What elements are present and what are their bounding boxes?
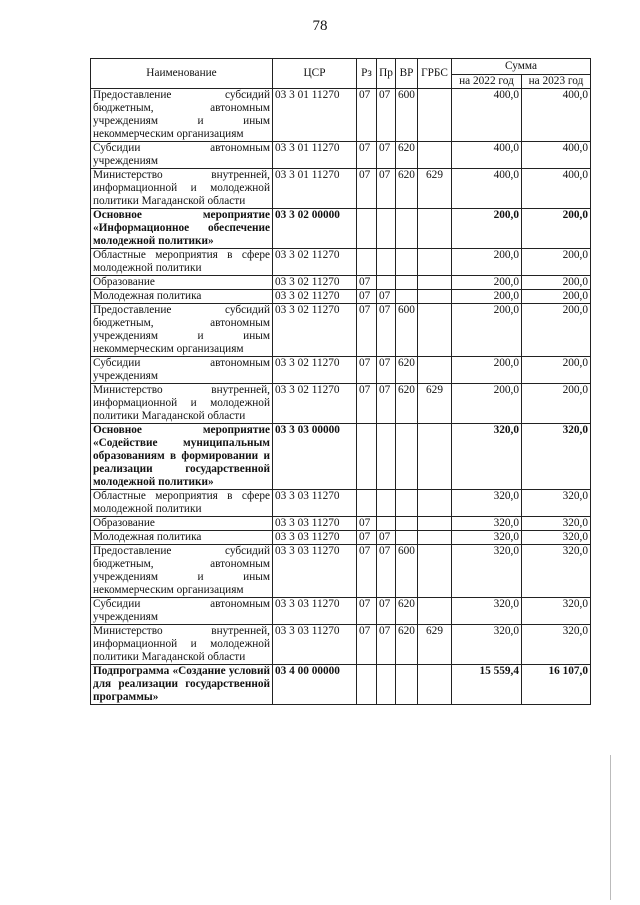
row-pr: 07 <box>377 357 396 384</box>
row-csr: 03 3 03 11270 <box>273 545 357 598</box>
row-name: Основное мероприятие «Содействие муниципальным образованиям в формировании и реализации государственной молодежной политики» <box>91 424 273 490</box>
row-rz: 07 <box>357 304 377 357</box>
row-csr: 03 3 03 11270 <box>273 517 357 531</box>
budget-table <box>90 58 591 705</box>
row-sum-2022: 200,0 <box>452 209 522 249</box>
row-rz <box>357 424 377 490</box>
table-row <box>91 169 591 209</box>
row-sum-2023: 320,0 <box>522 531 591 545</box>
row-vr <box>396 424 418 490</box>
row-sum-2022: 200,0 <box>452 384 522 424</box>
row-name: Образование <box>91 276 273 290</box>
row-rz: 07 <box>357 142 377 169</box>
row-grbs <box>418 142 452 169</box>
header-vr: ВР <box>396 59 418 89</box>
table-row <box>91 545 591 598</box>
row-csr: 03 3 03 11270 <box>273 531 357 545</box>
row-csr: 03 3 02 00000 <box>273 209 357 249</box>
row-pr <box>377 276 396 290</box>
row-rz <box>357 665 377 705</box>
row-sum-2023: 200,0 <box>522 384 591 424</box>
row-rz: 07 <box>357 384 377 424</box>
row-csr: 03 4 00 00000 <box>273 665 357 705</box>
row-name: Областные мероприятия в сфере молодежной политики <box>91 490 273 517</box>
row-sum-2023: 320,0 <box>522 490 591 517</box>
row-vr <box>396 209 418 249</box>
row-vr <box>396 290 418 304</box>
table-row <box>91 384 591 424</box>
row-vr: 600 <box>396 545 418 598</box>
row-vr: 600 <box>396 304 418 357</box>
row-sum-2023: 320,0 <box>522 517 591 531</box>
row-sum-2022: 400,0 <box>452 89 522 142</box>
row-pr: 07 <box>377 598 396 625</box>
row-grbs <box>418 290 452 304</box>
row-pr: 07 <box>377 169 396 209</box>
row-rz <box>357 249 377 276</box>
table-row <box>91 531 591 545</box>
row-csr: 03 3 02 11270 <box>273 290 357 304</box>
row-grbs <box>418 490 452 517</box>
row-name: Субсидии автономным учреждениям <box>91 598 273 625</box>
row-name: Молодежная политика <box>91 290 273 304</box>
row-sum-2022: 400,0 <box>452 142 522 169</box>
row-csr: 03 3 02 11270 <box>273 249 357 276</box>
row-pr <box>377 490 396 517</box>
row-grbs: 629 <box>418 384 452 424</box>
row-sum-2023: 320,0 <box>522 545 591 598</box>
row-sum-2022: 15 559,4 <box>452 665 522 705</box>
row-csr: 03 3 02 11270 <box>273 357 357 384</box>
table-row <box>91 424 591 490</box>
table-row <box>91 357 591 384</box>
row-sum-2023: 200,0 <box>522 304 591 357</box>
row-rz: 07 <box>357 625 377 665</box>
row-name: Подпрограмма «Создание условий для реализации государственной программы» <box>91 665 273 705</box>
row-rz: 07 <box>357 357 377 384</box>
row-grbs <box>418 304 452 357</box>
row-name: Предоставление субсидий бюджетным, автономным учреждениям и иным некоммерческим организациям <box>91 304 273 357</box>
header-year-2023: на 2023 год <box>522 75 591 89</box>
table-row <box>91 142 591 169</box>
row-name: Предоставление субсидий бюджетным, автономным учреждениям и иным некоммерческим организациям <box>91 89 273 142</box>
row-name: Субсидии автономным учреждениям <box>91 142 273 169</box>
row-csr: 03 3 02 11270 <box>273 276 357 290</box>
row-grbs <box>418 531 452 545</box>
row-sum-2022: 320,0 <box>452 625 522 665</box>
row-name: Министерство внутренней, информационной и молодежной политики Магаданской области <box>91 384 273 424</box>
table-row <box>91 625 591 665</box>
header-rz: Рз <box>357 59 377 89</box>
row-csr: 03 3 03 11270 <box>273 490 357 517</box>
table-row <box>91 598 591 625</box>
row-pr: 07 <box>377 89 396 142</box>
row-pr <box>377 424 396 490</box>
header-year-2022: на 2022 год <box>452 75 522 89</box>
row-grbs <box>418 517 452 531</box>
row-sum-2022: 320,0 <box>452 598 522 625</box>
row-pr: 07 <box>377 290 396 304</box>
row-name: Министерство внутренней, информационной и молодежной политики Магаданской области <box>91 625 273 665</box>
row-csr: 03 3 01 11270 <box>273 89 357 142</box>
row-grbs <box>418 89 452 142</box>
row-csr: 03 3 02 11270 <box>273 304 357 357</box>
table-row <box>91 89 591 142</box>
row-sum-2022: 200,0 <box>452 249 522 276</box>
row-sum-2023: 200,0 <box>522 209 591 249</box>
row-vr <box>396 249 418 276</box>
row-grbs <box>418 598 452 625</box>
page-number: 78 <box>312 18 328 34</box>
row-sum-2022: 200,0 <box>452 304 522 357</box>
row-sum-2022: 200,0 <box>452 357 522 384</box>
row-pr <box>377 249 396 276</box>
row-csr: 03 3 01 11270 <box>273 142 357 169</box>
table-row <box>91 304 591 357</box>
row-name: Областные мероприятия в сфере молодежной политики <box>91 249 273 276</box>
table-row <box>91 249 591 276</box>
row-vr <box>396 531 418 545</box>
row-sum-2023: 320,0 <box>522 598 591 625</box>
row-sum-2022: 200,0 <box>452 290 522 304</box>
table-row <box>91 517 591 531</box>
row-pr: 07 <box>377 142 396 169</box>
row-pr: 07 <box>377 304 396 357</box>
row-name: Основное мероприятие «Информационное обеспечение молодежной политики» <box>91 209 273 249</box>
row-vr: 620 <box>396 169 418 209</box>
row-csr: 03 3 02 11270 <box>273 384 357 424</box>
header-sum: Сумма <box>452 59 591 75</box>
row-pr <box>377 209 396 249</box>
row-csr: 03 3 03 00000 <box>273 424 357 490</box>
row-pr: 07 <box>377 531 396 545</box>
row-vr: 620 <box>396 625 418 665</box>
header-name: Наименование <box>91 59 273 89</box>
row-grbs: 629 <box>418 625 452 665</box>
row-name: Образование <box>91 517 273 531</box>
row-sum-2023: 400,0 <box>522 169 591 209</box>
header-csr: ЦСР <box>273 59 357 89</box>
row-sum-2023: 400,0 <box>522 89 591 142</box>
row-rz <box>357 209 377 249</box>
row-sum-2023: 200,0 <box>522 276 591 290</box>
table-row <box>91 209 591 249</box>
row-pr <box>377 665 396 705</box>
row-rz: 07 <box>357 169 377 209</box>
row-grbs <box>418 545 452 598</box>
row-grbs <box>418 249 452 276</box>
table-row <box>91 290 591 304</box>
row-grbs <box>418 665 452 705</box>
row-sum-2023: 320,0 <box>522 424 591 490</box>
row-pr <box>377 517 396 531</box>
row-pr: 07 <box>377 384 396 424</box>
row-sum-2023: 400,0 <box>522 142 591 169</box>
table-row <box>91 490 591 517</box>
row-rz: 07 <box>357 598 377 625</box>
row-csr: 03 3 03 11270 <box>273 598 357 625</box>
row-rz: 07 <box>357 276 377 290</box>
row-vr <box>396 517 418 531</box>
table-row <box>91 276 591 290</box>
header-grbs: ГРБС <box>418 59 452 89</box>
row-rz: 07 <box>357 545 377 598</box>
row-name: Субсидии автономным учреждениям <box>91 357 273 384</box>
header-pr: Пр <box>377 59 396 89</box>
row-vr: 600 <box>396 89 418 142</box>
row-sum-2023: 200,0 <box>522 249 591 276</box>
row-csr: 03 3 01 11270 <box>273 169 357 209</box>
row-sum-2022: 320,0 <box>452 531 522 545</box>
row-sum-2023: 200,0 <box>522 357 591 384</box>
row-name: Молодежная политика <box>91 531 273 545</box>
row-rz <box>357 490 377 517</box>
row-pr: 07 <box>377 625 396 665</box>
row-sum-2023: 320,0 <box>522 625 591 665</box>
row-sum-2022: 320,0 <box>452 545 522 598</box>
row-vr: 620 <box>396 142 418 169</box>
row-grbs <box>418 276 452 290</box>
row-sum-2023: 200,0 <box>522 290 591 304</box>
row-vr <box>396 490 418 517</box>
row-vr: 620 <box>396 384 418 424</box>
row-sum-2023: 16 107,0 <box>522 665 591 705</box>
row-pr: 07 <box>377 545 396 598</box>
row-rz: 07 <box>357 517 377 531</box>
row-grbs <box>418 357 452 384</box>
row-rz: 07 <box>357 531 377 545</box>
row-sum-2022: 400,0 <box>452 169 522 209</box>
row-name: Министерство внутренней, информационной и молодежной политики Магаданской области <box>91 169 273 209</box>
row-sum-2022: 200,0 <box>452 276 522 290</box>
row-grbs <box>418 209 452 249</box>
row-vr: 620 <box>396 598 418 625</box>
row-sum-2022: 320,0 <box>452 517 522 531</box>
row-sum-2022: 320,0 <box>452 424 522 490</box>
row-name: Предоставление субсидий бюджетным, автономным учреждениям и иным некоммерческим организациям <box>91 545 273 598</box>
scan-edge-line <box>610 755 611 900</box>
row-grbs: 629 <box>418 169 452 209</box>
row-rz: 07 <box>357 290 377 304</box>
row-csr: 03 3 03 11270 <box>273 625 357 665</box>
table-row <box>91 665 591 705</box>
row-rz: 07 <box>357 89 377 142</box>
row-sum-2022: 320,0 <box>452 490 522 517</box>
row-vr: 620 <box>396 357 418 384</box>
row-vr <box>396 276 418 290</box>
row-grbs <box>418 424 452 490</box>
row-vr <box>396 665 418 705</box>
